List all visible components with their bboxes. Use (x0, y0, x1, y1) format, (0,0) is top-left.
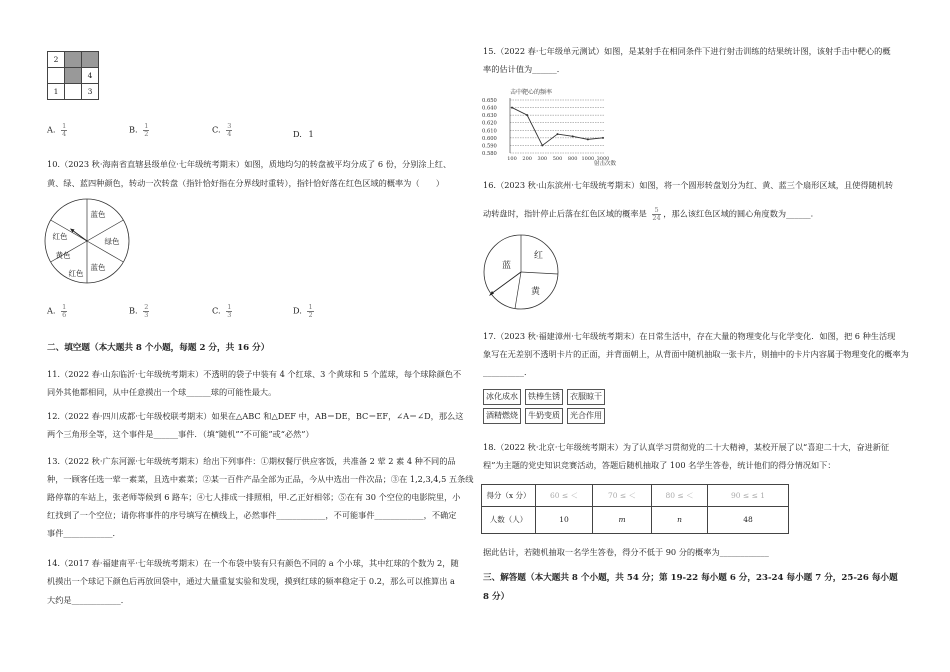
q13-line2: 种，一顾客任选一荤一素菜，且选中素菜；②某一百件产品全部为正品，今从中选出一件次品；③在 1,2,3,4,5 五条线 (47, 474, 474, 484)
q12-line1: 12.（2022 春·四川成都·七年级校联考期末）如果在△ABC 和△DEF 中，AB＝DE，BC＝EF，∠A＝∠D，那么这 (47, 411, 464, 421)
q16-line2-start: 动转盘时，指针停止后落在红色区域的概率是 (483, 208, 647, 219)
fraction-denominator: 4 (227, 130, 232, 139)
sector-label: 红色 (52, 232, 68, 241)
x-tick-label: 800 (567, 156, 578, 162)
three-sector-spinner (481, 232, 561, 312)
fraction-numerator: 1 (227, 303, 232, 311)
grid-cell (65, 84, 82, 100)
x-tick-label: 200 (522, 156, 532, 162)
q18-line2: 程”为主题的党史知识竞赛活动，答题后随机抽取了 100 名学生答卷，统计他们的得分情况如下： (483, 460, 836, 470)
option-c (212, 123, 232, 138)
q17-line1: 17.（2023 秋·福建漳州·七年级统考期末）在日常生活中，存在大量的物理变化与化学变化．如图，把 6 种生活现 (483, 331, 896, 341)
phenomenon-card: 铁棒生锈 (525, 389, 563, 405)
y-tick-label: 0.630 (482, 113, 497, 120)
cards-row (483, 408, 605, 424)
fraction (61, 123, 67, 138)
table-header: 得分（x 分） (482, 485, 536, 507)
grid-cell: 3 (82, 84, 99, 100)
y-tick-label: 0.620 (482, 120, 497, 127)
q18-line1: 18.（2022 秋·北京·七年级统考期末）为了认真学习贯彻党的二十大精神，某校开展了以“喜迎二十大，奋进新征 (483, 442, 890, 452)
sector-label: 蓝色 (90, 263, 106, 272)
y-tick-label: 0.600 (482, 135, 497, 142)
sector-label: 黄色 (55, 251, 71, 260)
fraction-denominator: 24 (652, 214, 661, 223)
fraction-denominator: 2 (308, 311, 313, 320)
fraction (652, 207, 660, 222)
x-axis-label: 射击次数 (594, 161, 617, 167)
y-tick-label: 0.610 (482, 128, 497, 135)
option-d (293, 304, 314, 319)
score-table (481, 484, 789, 534)
x-tick-label: 300 (537, 156, 548, 162)
option-label: D. (293, 305, 302, 316)
data-point (541, 144, 543, 146)
q10-line2: 黄、绿、蓝四种颜色，转动一次转盘（指针恰好指在分界线时重转），指针恰好落在红色区域的概率为（ ） (47, 178, 445, 188)
table-cell: m (593, 507, 652, 534)
grid-cell (65, 52, 82, 68)
fraction-numerator: 1 (62, 303, 67, 311)
grid-cell (82, 52, 99, 68)
series-line (512, 108, 603, 146)
q13-line5: 事件____________． (47, 528, 121, 538)
number-grid (47, 51, 99, 100)
phenomenon-card: 光合作用 (567, 408, 605, 424)
table-cell: n (652, 507, 708, 534)
fraction-numerator: 1 (308, 303, 313, 311)
section-answer-heading-line1: 三、解答题（本大题共 8 个小题，共 54 分；第 19-22 每小题 6 分，23-24 每小题 7 分，25-26 每小题 (483, 573, 898, 583)
grid-cell: 1 (48, 84, 65, 100)
q11-line1: 11.（2022 春·山东临沂·七年级统考期末）不透明的袋子中装有 4 个红球、3 个黄球和 5 个蓝球，每个球除颜色不 (47, 369, 462, 379)
option-a (47, 123, 67, 138)
q14-line2: 机摸出一个球记下颜色后再放回袋中，通过大量重复实验和发现，摸到红球的频率稳定于 0.2，那么可以推算出 a (47, 576, 455, 586)
q14-line1: 14.（2017 春·福建南平·七年级统考期末）在一个布袋中装有只有颜色不同的 a 个小球，其中红球的个数为 2，随 (47, 558, 459, 568)
q13-line4: 红找到了一个空位；请你将事件的序号填写在横线上，必然事件____________，不可能事件____________，不确定 (47, 510, 457, 520)
data-point (557, 133, 559, 135)
section-fill-in-heading: 二、填空题（本大题共 8 个小题，每题 2 分，共 16 分） (47, 343, 270, 353)
option-value: 1 (308, 129, 314, 139)
table-cell: 90 ≤ ≤ 1 (708, 485, 789, 507)
fraction-denominator: 4 (62, 130, 67, 139)
table-cell: 70 ≤ ＜ (593, 485, 652, 507)
sector-label: 红 (534, 251, 544, 261)
q16-line2-end: ，那么该红色区域的圆心角度数为______． (663, 208, 819, 219)
option-label: A. (47, 305, 56, 316)
option-label: C. (212, 124, 221, 135)
x-tick-label: 1000 (581, 156, 595, 162)
option-b (129, 304, 149, 319)
fraction-numerator: 1 (144, 122, 149, 130)
q15-line1: 15.（2022 春·七年级单元测试）如图，是某射手在相同条件下进行射击训练的结果统计图，该射手击中靶心的概 (483, 46, 891, 56)
y-tick-label: 0.590 (482, 143, 497, 150)
fraction-numerator: 1 (62, 122, 67, 130)
data-point (602, 137, 604, 139)
q10-line1: 10.（2023 秋·海南省直辖县级单位·七年级统考期末）如图，质地均匀的转盘被平均分成了 6 份，分别涂上红、 (47, 159, 452, 169)
phenomenon-card: 衣服晾干 (567, 389, 605, 405)
sector-label: 红色 (68, 269, 84, 278)
data-point (526, 114, 528, 116)
fraction (307, 304, 313, 319)
fraction (61, 304, 67, 319)
fraction-denominator: 3 (227, 311, 232, 320)
q18-line3: 据此估计，若随机抽取一名学生答卷，得分不低于 90 分的概率为____________ (483, 547, 769, 557)
fraction-denominator: 6 (62, 311, 67, 320)
q17-line2: 象写在无差别不透明卡片的正面，并背面朝上，从背面中随机抽取一张卡片，则抽中的卡片内容属于物理变化的概率为 (483, 349, 909, 359)
sector-label: 蓝 (502, 261, 512, 271)
q13-line3: 路停靠的车站上，张老师等候到 6 路车；④七人排成一排照相，甲.乙正好相邻；⑤在有 30 个空位的电影院里，小 (47, 492, 461, 502)
x-tick-label: 100 (507, 156, 517, 162)
y-tick-label: 0.640 (482, 105, 497, 112)
option-label: B. (129, 305, 138, 316)
table-cell: 10 (536, 507, 593, 534)
phenomenon-card: 冰化成水 (483, 389, 521, 405)
grid-cell (48, 68, 65, 84)
grid-cell: 2 (48, 52, 65, 68)
option-c (212, 304, 232, 319)
table-cell: 80 ≤ ＜ (652, 485, 708, 507)
sector-label: 蓝色 (90, 210, 106, 219)
option-label: A. (47, 124, 56, 135)
y-tick-label: 0.650 (482, 98, 497, 104)
grid-cell (65, 68, 82, 84)
fraction-numerator: 5 (652, 207, 660, 215)
option-label: D. (293, 129, 302, 139)
q14-line3: 大约是____________． (47, 595, 129, 605)
option-d (293, 128, 314, 141)
option-label: C. (212, 305, 221, 316)
table-cell: 60 ≤ ＜ (536, 485, 593, 507)
sector-label: 黄 (531, 287, 541, 297)
fraction (143, 304, 149, 319)
fraction-denominator: 3 (144, 311, 149, 320)
q13-line1: 13.（2022 秋·广东河源·七年级统考期末）给出下列事件：①期权餐厅供应客饭，共准备 2 荤 2 素 4 种不同的品 (47, 456, 456, 466)
option-label: B. (129, 124, 138, 135)
section-answer-heading-line2: 8 分） (483, 592, 510, 602)
sector-label: 绿色 (104, 237, 120, 246)
table-header: 人数（人） (482, 507, 536, 534)
fraction-numerator: 2 (144, 303, 149, 311)
fraction-numerator: 3 (227, 122, 232, 130)
option-b (129, 123, 149, 138)
q11-line2: 同外其他都相同，从中任意摸出一个球______球的可能性最大。 (47, 387, 277, 397)
data-point (587, 138, 589, 140)
fraction (143, 123, 149, 138)
cards-row (483, 389, 605, 405)
chart-title: 击中靶心的频率 (510, 89, 553, 96)
y-tick-label: 0.580 (482, 151, 497, 157)
fraction (226, 304, 232, 319)
q12-line2: 两个三角形全等，这个事件是______事件．（填“随机”“不可能”或“必然”） (47, 429, 314, 439)
grid-cell: 4 (82, 68, 99, 84)
q15-line2: 率的估计值为______． (483, 64, 565, 74)
q16-line1: 16.（2023 秋·山东滨州·七年级统考期末）如图，将一个圆形转盘划分为红、黄、蓝三个扇形区域，且使得随机转 (483, 180, 894, 190)
frequency-line-chart (480, 86, 625, 168)
q16-line2 (483, 207, 819, 222)
q17-line3: __________． (483, 367, 533, 377)
data-point (511, 107, 513, 109)
option-a (47, 304, 67, 319)
fraction-denominator: 2 (144, 130, 149, 139)
fraction (226, 123, 232, 138)
x-tick-label: 3000 (596, 156, 610, 162)
phenomenon-card: 牛奶变质 (525, 408, 563, 424)
data-point (572, 135, 574, 137)
x-tick-label: 500 (552, 156, 563, 162)
phenomenon-card: 酒精燃烧 (483, 408, 521, 424)
spinner-diagram (42, 196, 132, 286)
table-cell: 48 (708, 507, 789, 534)
